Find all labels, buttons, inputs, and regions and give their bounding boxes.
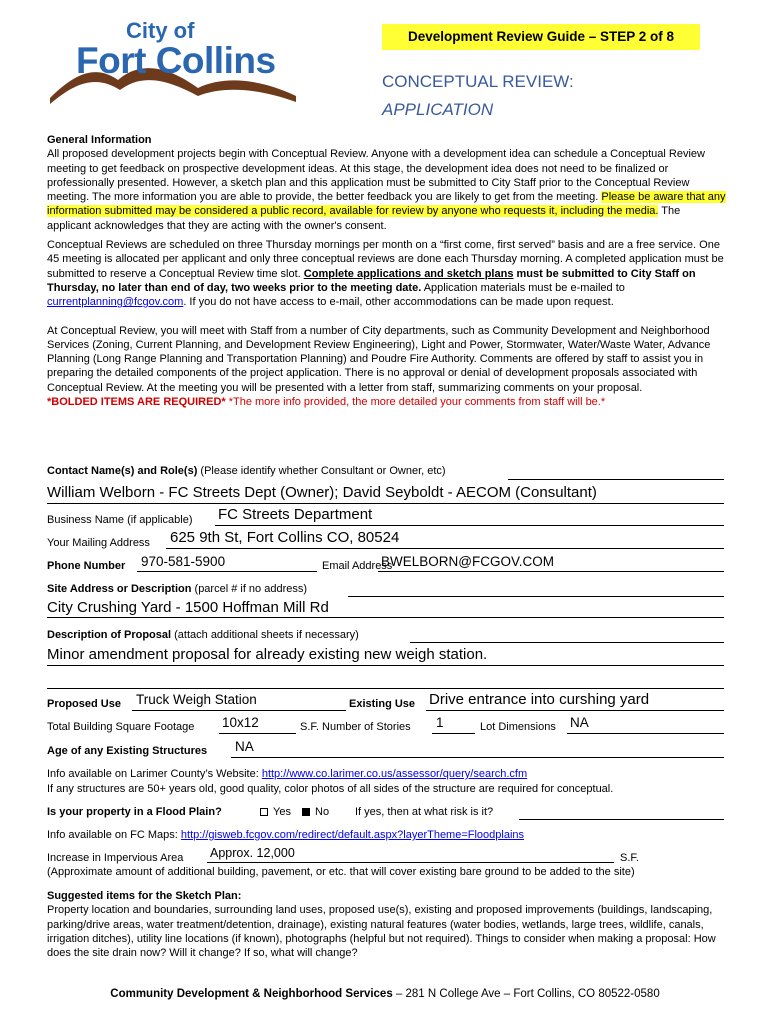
p1-text: All proposed development projects begin with Conceptual Review. Anyone with a development idea can schedule a Conceptual Review meeting to get feedback on prospective development ideas. At this stage, the development idea does not need to be finalized or professionally presented. However, a sketch plan and this application must be submitted to City Staff prior to the Conceptual Review meeting. The more information you are able to provide, the better feedback you are likely to get from the meeting. [47, 148, 705, 204]
email-label: Email Address [322, 560, 393, 572]
lot-field[interactable]: NA [570, 715, 589, 730]
photos-note: If any structures are 50+ years old, good quality, color photos of all sides of the structure are required for conceptual. [47, 783, 614, 795]
proposed-use-label: Proposed Use [47, 698, 121, 710]
contact-note: (Please identify whether Consultant or Owner, etc) [197, 465, 446, 477]
required-note-text: *The more info provided, the more detailed your comments from staff will be.* [225, 396, 606, 409]
step-banner-text: Development Review Guide – STEP 2 of 8 [407, 29, 675, 44]
email-field[interactable]: BWELBORN@FCGOV.COM [381, 554, 554, 569]
age-line [231, 757, 724, 758]
sketch-plan-section [47, 889, 727, 960]
sketch-heading: Suggested items for the Sketch Plan: [47, 890, 242, 902]
sqft-line [219, 733, 296, 734]
p2-email-intro: Application materials must be e-mailed to [421, 281, 625, 294]
site-field[interactable]: City Crushing Yard - 1500 Hoffman Mill Rd [47, 599, 329, 616]
phone-label: Phone Number [47, 560, 126, 572]
bolded-required: *BOLDED ITEMS ARE REQUIRED* [47, 396, 226, 409]
flood-yes-label: Yes [273, 806, 291, 818]
site-label: Site Address or Description [47, 583, 192, 595]
fcmaps-text: Info available on FC Maps: [47, 829, 181, 841]
proposed-use-field[interactable]: Truck Weigh Station [136, 692, 257, 707]
contact-field[interactable]: William Welborn - FC Streets Dept (Owner); David Seyboldt - AECOM (Consultant) [47, 484, 597, 501]
flood-yes-checkbox[interactable] [260, 808, 268, 816]
mailing-field[interactable]: 625 9th St, Fort Collins CO, 80524 [170, 529, 400, 546]
larimer-text: Info available on Larimer County’s Website: [47, 768, 262, 780]
stories-label: S.F. Number of Stories [300, 721, 411, 733]
flood-no-checkbox[interactable] [302, 808, 310, 816]
email-line [378, 571, 724, 572]
desc-line-2 [47, 665, 724, 666]
logo-line2: Fort Collins [76, 40, 276, 81]
business-field[interactable]: FC Streets Department [218, 506, 373, 523]
stories-field[interactable]: 1 [436, 715, 444, 730]
impervious-field[interactable]: Approx. 12,000 [210, 846, 295, 860]
footer-address: – 281 N College Ave – Fort Collins, CO 80522-0580 [392, 988, 660, 1000]
lot-line [567, 733, 724, 734]
site-line-2 [47, 617, 724, 618]
site-line-1 [348, 596, 724, 597]
public-record-notice: Please be aware that any information submitted may be considered a public record, available for review by anyone who requests it, including the media. [47, 191, 726, 218]
business-line [215, 525, 724, 526]
general-paragraph-1 [47, 147, 727, 233]
desc-line-1 [410, 642, 724, 643]
footer [0, 988, 770, 1000]
city-logo [48, 18, 298, 118]
title-line1: CONCEPTUAL REVIEW: [382, 72, 574, 91]
sketch-text: Property location and boundaries, surrounding land uses, proposed use(s), existing and proposed improvements (buildings, landscaping, parking/drive areas, water treatment/detention, drainage), existing natural features (water bodies, wetlands, large trees, wildlife, canals, irrigation ditches), utility line locations (if known), photographs (helpful but not required). Things to consider when making a proposal: How does the site drain now? Will it change? If so, what will change? [47, 904, 716, 960]
lot-label: Lot Dimensions [480, 721, 556, 733]
contact-row [47, 465, 446, 477]
fcmaps-row [47, 829, 524, 841]
impervious-note: (Approximate amount of additional building, pavement, or etc. that will cover existing bare ground to be added to the site) [47, 866, 635, 878]
footer-department: Community Development & Neighborhood Services [110, 988, 393, 1000]
desc-field[interactable]: Minor amendment proposal for already existing new weigh station. [47, 646, 488, 663]
larimer-row [47, 768, 527, 780]
desc-row [47, 629, 359, 641]
age-label: Age of any Existing Structures [47, 745, 208, 757]
fcmaps-link[interactable]: http://gisweb.fcgov.com/redirect/default.aspx?layerTheme=Floodplains [180, 829, 525, 841]
impervious-label: Increase in Impervious Area [47, 852, 184, 864]
business-label: Business Name (if applicable) [47, 514, 193, 526]
general-heading: General Information [47, 134, 152, 146]
desc-note: (attach additional sheets if necessary) [171, 629, 359, 641]
larimer-link[interactable]: http://www.co.larimer.co.us/assessor/query/search.cfm [261, 768, 528, 780]
p2-bold: must be submitted to City Staff on Thursday, no later than end of day, two weeks prior to the meeting date. [47, 267, 696, 294]
stories-line [432, 733, 475, 734]
desc-line-3 [47, 688, 724, 689]
proposed-use-line [132, 710, 346, 711]
required-note [47, 395, 727, 409]
flood-yes-option[interactable] [260, 806, 291, 818]
general-info-section [47, 133, 727, 409]
existing-use-field[interactable]: Drive entrance into curshing yard [429, 691, 650, 708]
p2-text: Conceptual Reviews are scheduled on three Thursday mornings per month on a “first come, first served” basis and are a free service. One 45 meeting is allocated per applicant and only three conceptual reviews are done each Thursday morning. A completed application must be submitted to reserve a Conceptual Review time slot. [47, 239, 724, 280]
mailing-line [166, 548, 724, 549]
age-field[interactable]: NA [235, 739, 254, 754]
flood-risk-line[interactable] [519, 819, 724, 820]
site-row [47, 583, 307, 595]
contact-label: Contact Name(s) and Role(s) [47, 465, 198, 477]
p1-consent: The applicant acknowledges that they are acting with the owner's consent. [47, 205, 681, 232]
desc-label: Description of Proposal [47, 629, 172, 641]
sqft-label: Total Building Square Footage [47, 721, 195, 733]
phone-field[interactable]: 970-581-5900 [141, 554, 226, 569]
existing-use-line [426, 710, 724, 711]
site-note: (parcel # if no address) [191, 583, 308, 595]
general-paragraph-3: At Conceptual Review, you will meet with Staff from a number of City departments, such as Community Development and Neighborhood Services (Zoning, Current Planning, and Development Review Engineering), Light and Power, Stormwater, Water/Waste Water, Advance Planning (Long Range Planning and Transportation Planning) and Poudre Fire Authority. Comments are offered by staff to assist you in preparing the detailed components of the project application. There is no approval or denial of development proposals associated with Conceptual Review. At the meeting you will be presented with a letter from staff, summarizing comments on your proposal. [47, 324, 711, 394]
flood-risk-label: If yes, then at what risk is it? [355, 806, 494, 818]
sqft-field[interactable]: 10x12 [222, 715, 259, 730]
email-link[interactable]: currentplanning@fcgov.com [47, 296, 184, 309]
p2-end: . If you do not have access to e-mail, other accommodations can be made upon request. [183, 296, 614, 309]
p2-bold-underline: Complete applications and sketch plans [303, 267, 514, 280]
title-line2: APPLICATION [382, 100, 494, 119]
logo-line1: City of [126, 18, 195, 43]
impervious-unit: S.F. [620, 852, 639, 864]
impervious-line [207, 862, 614, 863]
mailing-label: Your Mailing Address [47, 537, 150, 549]
contact-line-2 [47, 503, 724, 504]
flood-no-option[interactable] [302, 806, 329, 818]
phone-line [137, 571, 317, 572]
flood-label: Is your property in a Flood Plain? [47, 806, 222, 818]
existing-use-label: Existing Use [349, 698, 416, 710]
flood-no-label: No [315, 806, 330, 818]
step-banner [382, 24, 700, 50]
page-title [382, 68, 574, 124]
general-paragraph-2 [47, 238, 727, 309]
contact-line-1 [508, 479, 724, 480]
